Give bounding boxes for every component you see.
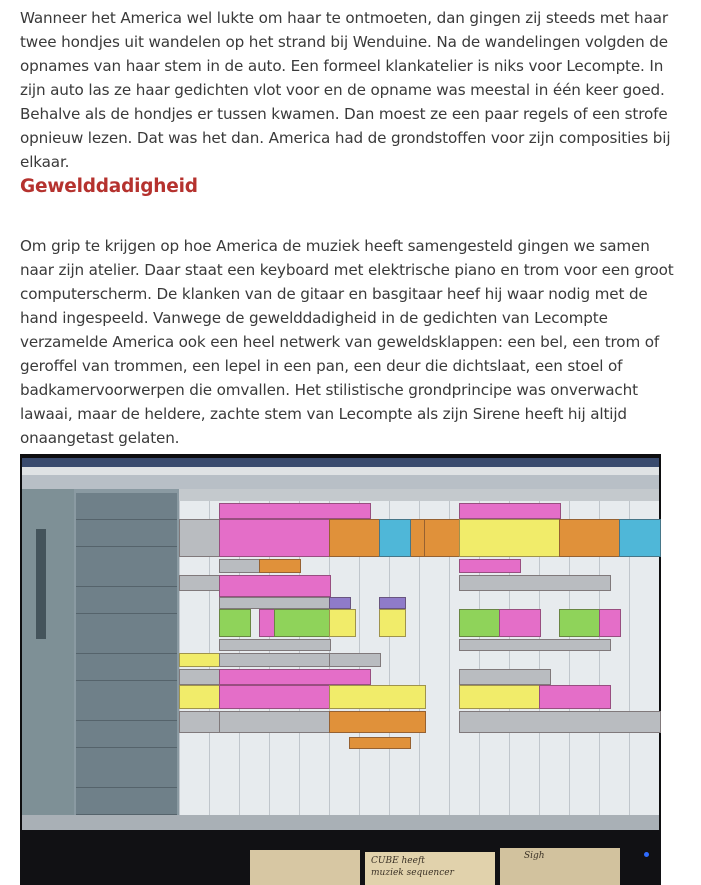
audio-clip (179, 653, 221, 667)
track-row (76, 667, 177, 681)
track-row (76, 721, 177, 735)
track-row (76, 748, 177, 762)
track-row (76, 573, 177, 587)
track-row (76, 547, 177, 561)
audio-clip (329, 609, 356, 637)
window-titlebar (22, 458, 659, 467)
track-list (74, 489, 179, 815)
audio-clip (179, 685, 221, 709)
audio-clip (329, 597, 351, 609)
handwritten-note (365, 852, 495, 885)
audio-clip (599, 609, 621, 637)
handwritten-note (250, 850, 360, 885)
audio-clip (179, 711, 221, 733)
track-row (76, 533, 177, 547)
audio-clip (459, 685, 541, 709)
track-row (76, 734, 177, 748)
arrange-window (179, 501, 659, 815)
audio-clip (219, 519, 331, 557)
audio-clip (424, 519, 461, 557)
track-row (76, 493, 177, 507)
computer-monitor (22, 458, 659, 830)
audio-clip (379, 519, 411, 557)
audio-clip (459, 711, 661, 733)
paragraph-studio: Om grip te krijgen op hoe America de muziek heeft samengesteld gingen we samen naar zijn atelier. Daar staat een keyboard met elektrische piano en trom voor een groot computerscherm. De klanken van de gitaar en basgitaar heef hij waar nodig met de hand ingespeeld. Vanwege de gewelddadigheid in de gedichten van Lecompte verzamelde America ook een heel netwerk van geweldsklappen: een bel, een trom of geroffel van trommen, een lepel in een pan, een deur die dichtslaat, een stoel of badkamervoorwerpen die omvallen. Het stilistische grondprincipe was onverwacht lawaai, maar de heldere, zachte stem van Lecompte als zijn Sirene heeft hij altijd onaangetast gelaten. (20, 237, 674, 447)
taskbar (22, 815, 659, 830)
channel-inspector (22, 489, 74, 815)
audio-clip (219, 639, 331, 651)
audio-clip (459, 639, 611, 651)
audio-clip (329, 685, 426, 709)
menu-bar (22, 467, 659, 475)
studio-photo (20, 454, 661, 885)
audio-clip (329, 653, 381, 667)
handwritten-note (500, 848, 620, 885)
track-row (76, 627, 177, 641)
audio-clip (219, 669, 371, 685)
audio-clip (499, 609, 541, 637)
audio-clip (179, 575, 221, 591)
audio-clip (219, 711, 331, 733)
track-row (76, 506, 177, 520)
track-row (76, 761, 177, 775)
track-row (76, 694, 177, 708)
audio-clip (329, 519, 426, 557)
audio-clip (459, 575, 611, 591)
track-row (76, 801, 177, 815)
audio-clip (219, 685, 331, 709)
audio-clip (459, 669, 551, 685)
audio-clip (179, 669, 221, 685)
audio-clip (379, 597, 406, 609)
track-row (76, 560, 177, 574)
track-row (76, 774, 177, 788)
track-row (76, 587, 177, 601)
paragraph-intro: Wanneer het America wel lukte om haar te ontmoeten, dan gingen zij steeds met haar twee hondjes uit wandelen op het strand bij Wenduine. Na de wandelingen volgden de opnames van haar stem in de auto. Een formeel klankatelier is niks voor Lecompte. In zijn auto las ze haar gedichten vlot voor en de opname was meestal in één keer goed. Behalve als de hondjes er tussen kwamen. Dan moest ze een paar regels of een strofe opnieuw lezen. Dat was het dan. America had de grondstoffen voor zijn composities bij elkaar. (20, 9, 671, 171)
timeline-ruler (179, 489, 659, 501)
audio-clip (219, 575, 331, 597)
audio-clip (349, 737, 411, 749)
audio-clip (219, 653, 331, 667)
note-text: Sigh (524, 851, 545, 861)
track-row (76, 520, 177, 534)
note-text: CUBE heeft (371, 856, 425, 866)
track-row (76, 600, 177, 614)
audio-clip (459, 609, 501, 637)
audio-clip (219, 597, 331, 609)
audio-clip (459, 519, 561, 557)
audio-clip (274, 609, 336, 637)
note-text: muziek sequencer (371, 868, 454, 878)
audio-clip (459, 503, 561, 519)
power-led-icon (644, 852, 649, 857)
audio-clip (259, 559, 301, 573)
volume-fader (36, 529, 46, 639)
audio-clip (559, 609, 601, 637)
track-row (76, 788, 177, 802)
audio-clip (379, 609, 406, 637)
audio-clip (559, 519, 621, 557)
audio-clip (179, 519, 221, 557)
audio-clip (459, 559, 521, 573)
track-row (76, 681, 177, 695)
section-heading: Gewelddadigheid (20, 176, 198, 197)
audio-clip (219, 503, 371, 519)
audio-clip (219, 609, 251, 637)
track-row (76, 640, 177, 654)
track-row (76, 654, 177, 668)
track-row (76, 707, 177, 721)
audio-clip (329, 711, 426, 733)
audio-clip (619, 519, 661, 557)
track-row (76, 614, 177, 628)
audio-clip (219, 559, 261, 573)
transport-toolbar (22, 475, 659, 489)
audio-clip (539, 685, 611, 709)
